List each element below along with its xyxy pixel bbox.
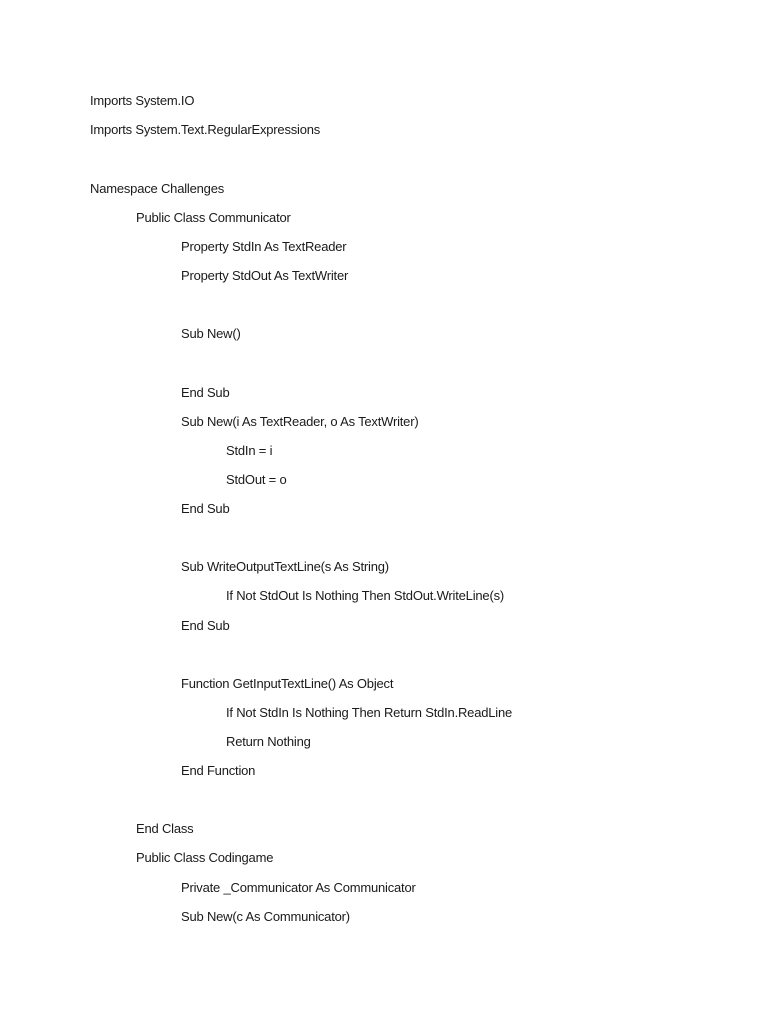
code-line: Sub WriteOutputTextLine(s As String) xyxy=(181,559,389,574)
code-line: Function GetInputTextLine() As Object xyxy=(181,676,394,691)
code-line: Public Class Codingame xyxy=(136,850,274,865)
code-line: Sub New(i As TextReader, o As TextWriter) xyxy=(181,414,419,429)
code-line: Property StdOut As TextWriter xyxy=(181,268,349,283)
code-line: End Sub xyxy=(181,385,230,400)
code-line: Private _Communicator As Communicator xyxy=(181,880,416,895)
code-line: Property StdIn As TextReader xyxy=(181,239,347,254)
code-line: If Not StdOut Is Nothing Then StdOut.WriteLine(s) xyxy=(226,588,505,603)
code-line: Namespace Challenges xyxy=(90,181,225,196)
code-line: End Sub xyxy=(181,501,230,516)
code-line: StdOut = o xyxy=(226,472,287,487)
code-line: Imports System.IO xyxy=(90,93,195,108)
code-line: Public Class Communicator xyxy=(136,210,291,225)
code-line: Return Nothing xyxy=(226,734,311,749)
code-line: StdIn = i xyxy=(226,443,273,458)
code-line: If Not StdIn Is Nothing Then Return StdIn.ReadLine xyxy=(226,705,513,720)
code-line: End Class xyxy=(136,821,194,836)
code-line: Imports System.Text.RegularExpressions xyxy=(90,122,321,137)
code-line: Sub New(c As Communicator) xyxy=(181,909,350,924)
code-line: End Function xyxy=(181,763,256,778)
code-line: Sub New() xyxy=(181,326,241,341)
code-line: End Sub xyxy=(181,618,230,633)
